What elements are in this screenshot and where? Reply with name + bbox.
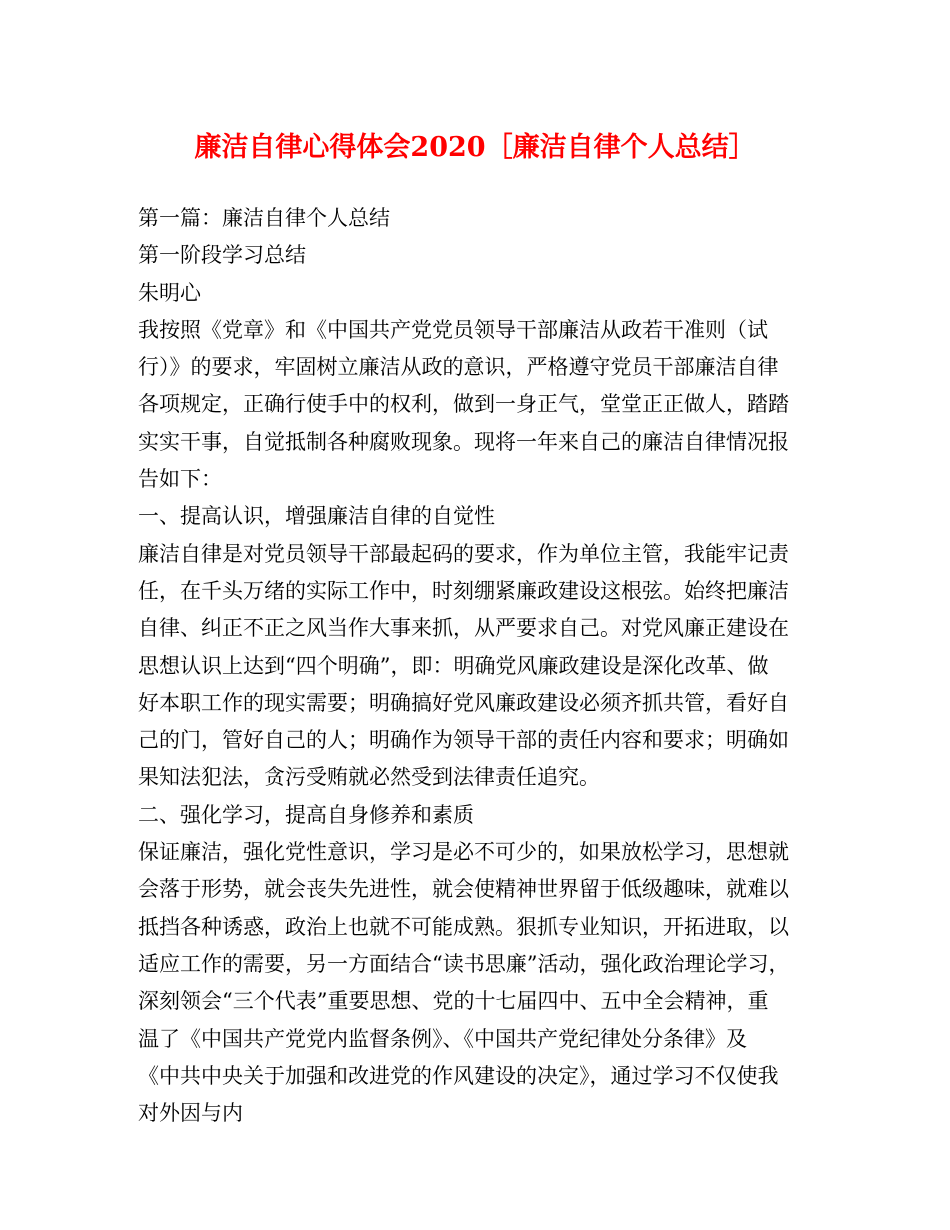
body-line: 抵挡各种诱惑，政治上也就不可能成熟。狠抓专业知识，开拓进取，以: [138, 914, 789, 939]
document-body: [138, 200, 820, 1132]
body-line: 深刻领会“三个代表”重要思想、党的十七届四中、五中全会精神，重: [138, 989, 769, 1014]
body-line: 对外因与内: [138, 1101, 243, 1126]
body-line: 廉洁自律是对党员领导干部最起码的要求，作为单位主管，我能牢记责: [138, 541, 789, 566]
body-line-heading-2: 二、强化学习，提高自身修养和素质: [138, 802, 474, 827]
body-line: 我按照《党章》和《中国共产党党员领导干部廉洁从政若干准则（试: [138, 317, 768, 342]
body-line: 告如下：: [138, 467, 222, 492]
body-line: 各项规定，正确行使手中的权利，做到一身正气，堂堂正正做人，踏踏: [138, 392, 789, 417]
body-line-heading-1: 一、提高认识，增强廉洁自律的自觉性: [138, 504, 495, 529]
body-line: 适应工作的需要，另一方面结合“读书思廉”活动，强化政治理论学习，: [138, 951, 790, 976]
document-title: 廉洁自律心得体会2020［廉洁自律个人总结］: [194, 132, 756, 163]
body-line: 自律、纠正不正之风当作大事来抓，从严要求自己。对党风廉正建设在: [138, 616, 789, 641]
body-line-section-heading: 第一阶段学习总结: [138, 243, 306, 268]
body-line: 实实干事，自觉抵制各种腐败现象。现将一年来自己的廉洁自律情况报: [138, 429, 789, 454]
body-line: 保证廉洁，强化党性意识，学习是必不可少的，如果放松学习，思想就: [138, 840, 789, 865]
body-line: 行）》的要求，牢固树立廉洁从政的意识，严格遵守党员干部廉洁自律: [138, 355, 779, 380]
body-line-author: 朱明心: [138, 280, 201, 305]
body-line: 《中共中央关于加强和改进党的作风建设的决定》，通过学习不仅使我: [138, 1063, 779, 1088]
body-line-subtitle: 第一篇：廉洁自律个人总结: [138, 206, 390, 230]
body-line: 温了《中国共产党党内监督条例》、《中国共产党纪律处分条律》及: [138, 1026, 747, 1051]
body-line: 会落于形势，就会丧失先进性，就会使精神世界留于低级趣味，就难以: [138, 877, 789, 902]
body-line: 果知法犯法，贪污受贿就必然受到法律责任追究。: [138, 765, 600, 790]
body-line: 己的门，管好自己的人；明确作为领导干部的责任内容和要求；明确如: [138, 728, 789, 753]
body-line: 思想认识上达到“四个明确”，即：明确党风廉政建设是深化改革、做: [138, 653, 769, 678]
body-line: 任，在千头万绪的实际工作中，时刻绷紧廉政建设这根弦。始终把廉洁: [138, 578, 789, 603]
body-line: 好本职工作的现实需要；明确搞好党风廉政建设必须齐抓共管，看好自: [138, 690, 789, 715]
